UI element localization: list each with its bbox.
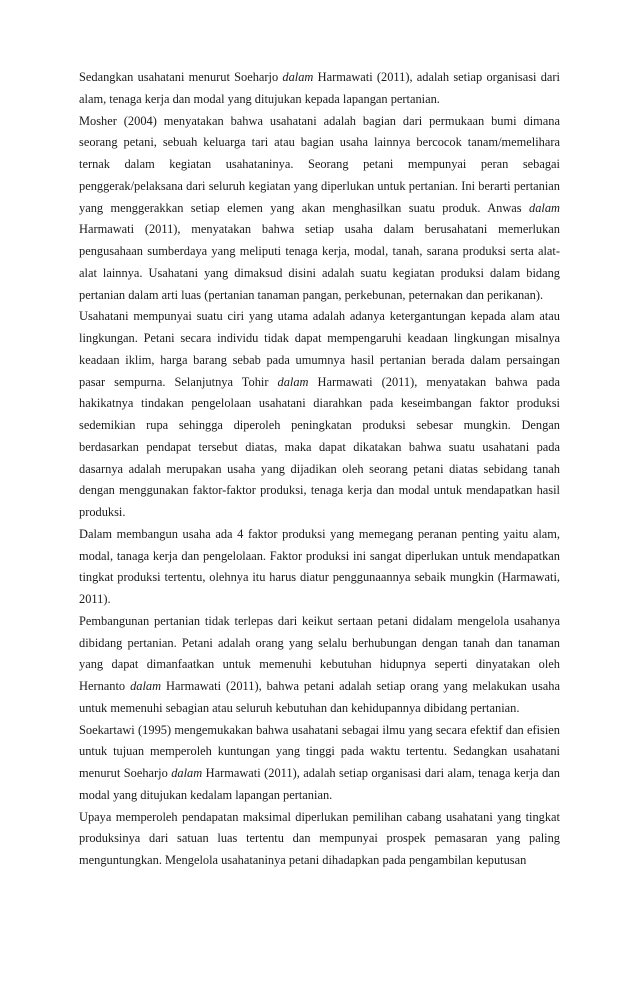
paragraph-6-text-1: Soekartawi (1995) mengemukakan bahwa usahatani sebagai ilmu yang secara efektif dan efisien untuk tujuan memperoleh kuntungan yang tinggi pada waktu tertentu. Sedangkan usahatani menurut Soeharjo — [79, 722, 560, 780]
paragraph-2-italic-dalam: dalam — [529, 200, 560, 215]
paragraph-6-italic-dalam: dalam — [171, 766, 203, 780]
paragraph-5-text-2: Harmawati (2011), bahwa petani adalah setiap orang yang melakukan usaha untuk memenuhi sebagian atau seluruh kebutuhan dan kehidupannya dibidang pertanian. — [79, 679, 560, 715]
paragraph-6 — [79, 720, 560, 807]
paragraph-1-italic-dalam: dalam — [282, 70, 314, 84]
paragraph-3 — [79, 306, 560, 524]
paragraph-2-text-1: Mosher (2004) menyatakan bahwa usahatani adalah bagian dari permukaan bumi dimana seorang petani, sebuah keluarga tari atau bagian usaha lainnya bercocok tanam/memelihara ternak dalam kegiatan usahataninya. Seorang petani mempunyai peran sebagai penggerak/pelaksana dari seluruh kegiatan yang diperlukan untuk pertanian. Ini berarti pertanian yang menggerakkan setiap elemen yang akan menghasilkan suatu produk. Anwas — [79, 113, 560, 215]
paragraph-1-text-2: Harmawati (2011), adalah setiap organisasi dari alam, tenaga kerja dan modal yang ditujukan kepada lapangan pertanian. — [79, 70, 560, 106]
paragraph-6-text-2: Harmawati (2011), adalah setiap organisasi dari alam, tenaga kerja dan modal yang ditujukan kedalam lapangan pertanian. — [79, 766, 560, 802]
paragraph-2-text-2: Harmawati (2011), menyatakan bahwa setiap usaha dalam berusahatani memerlukan pengusahaan sumberdaya yang meliputi tenaga kerja, modal, tanah, sarana produksi serta alat-alat lainnya. Usahatani yang dimaksud disini adalah suatu kegiatan produksi dalam bidang pertanian dalam arti luas (pertanian tanaman pangan, perkebunan, peternakan dan perikanan). — [79, 222, 560, 302]
paragraph-5 — [79, 611, 560, 720]
paragraph-1 — [79, 67, 560, 111]
paragraph-3-text-2: Harmawati (2011), menyatakan bahwa pada hakikatnya tindakan pengelolaan usahatani diarahkan pada keseimbangan faktor produksi sedemikian rupa sehingga diperoleh peningkatan produksi sebesar mungkin. Dengan berdasarkan pendapat tersebut diatas, maka dapat dikatakan bahwa suatu usahatani pada dasarnya adalah merupakan usaha yang dijadikan oleh seorang petani diatas sebidang tanah dengan menggunakan faktor-faktor produksi, tenaga kerja dan modal untuk mendapatkan hasil produksi. — [79, 374, 560, 519]
paragraph-7 — [79, 807, 560, 872]
document-page — [79, 67, 560, 872]
paragraph-3-italic-dalam: dalam — [277, 374, 309, 389]
paragraph-1-text-1: Sedangkan usahatani menurut Soeharjo — [79, 70, 283, 84]
paragraph-3-text-1: Usahatani mempunyai suatu ciri yang utama adalah adanya ketergantungan kepada alam atau lingkungan. Petani secara individu tidak dapat mempengaruhi keadaan lingkungan misalnya keadaan iklim, harga barang sebab pada umumnya hasil pertanian berada dalam persaingan pasar sempurna. Selanjutnya Tohir — [79, 309, 560, 389]
paragraph-2 — [79, 111, 560, 307]
paragraph-5-italic-dalam: dalam — [130, 679, 162, 693]
paragraph-5-text-1: Pembangunan pertanian tidak terlepas dari keikut sertaan petani didalam mengelola usahanya dibidang pertanian. Petani adalah orang yang selalu berhubungan dengan tanah dan tanaman yang dapat dimanfaatkan untuk memenuhi kebutuhan hidupnya seperti dinyatakan oleh Hernanto — [79, 613, 560, 693]
paragraph-4-text-1: Dalam membangun usaha ada 4 faktor produksi yang memegang peranan penting yaitu alam, modal, tanaga kerja dan pengelolaan. Faktor produksi ini sangat diperlukan untuk mendapatkan tingkat produksi tertentu, olehnya itu harus diatur penggunaannya sebaik mungkin (Harmawati, 2011). — [79, 526, 560, 606]
paragraph-7-text-1: Upaya memperoleh pendapatan maksimal diperlukan pemilihan cabang usahatani yang tingkat produksinya dari satuan luas tertentu dan mempunyai prospek pemasaran yang paling menguntungkan. Mengelola usahataninya petani dihadapkan pada pengambilan keputusan — [79, 809, 560, 867]
paragraph-4 — [79, 524, 560, 611]
